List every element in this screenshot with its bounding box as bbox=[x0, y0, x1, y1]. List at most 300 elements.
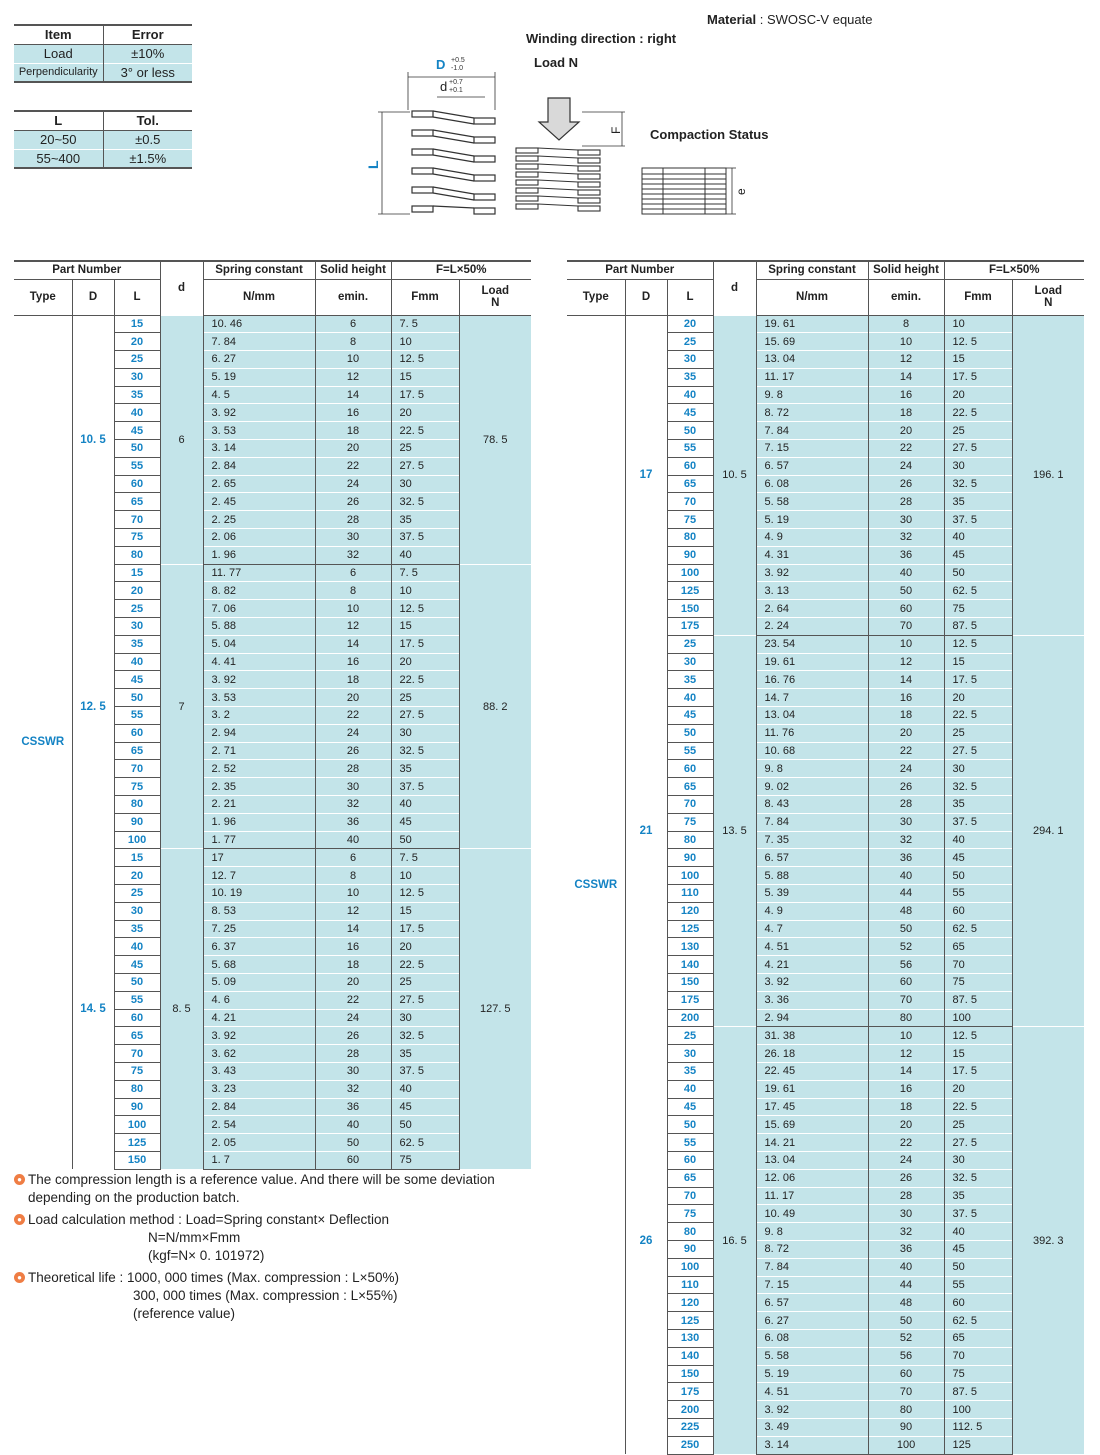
solid-height-cell: 48 bbox=[868, 902, 944, 920]
spring-constant-cell: 5. 58 bbox=[756, 1347, 868, 1365]
length-cell: 110 bbox=[667, 1276, 713, 1294]
spring-constant-cell: 15. 69 bbox=[756, 1116, 868, 1134]
solid-height-cell: 100 bbox=[868, 1436, 944, 1454]
spring-constant-cell: 6. 27 bbox=[756, 1312, 868, 1330]
fmm-cell: 87. 5 bbox=[944, 618, 1012, 636]
spring-constant-cell: 2. 25 bbox=[203, 511, 315, 529]
fmm-cell: 35 bbox=[944, 493, 1012, 511]
material-line: Material : SWOSC-V equate bbox=[707, 12, 873, 27]
length-cell: 250 bbox=[667, 1436, 713, 1454]
length-cell: 140 bbox=[667, 956, 713, 974]
solid-height-cell: 50 bbox=[868, 920, 944, 938]
fmm-cell: 27. 5 bbox=[391, 457, 459, 475]
header-load-unit: N bbox=[1044, 297, 1053, 309]
header-part-number: Part Number bbox=[14, 261, 160, 279]
length-cell: 15 bbox=[114, 315, 160, 333]
spring-constant-cell: 6. 37 bbox=[203, 938, 315, 956]
fmm-cell: 32. 5 bbox=[944, 1169, 1012, 1187]
fmm-cell: 55 bbox=[944, 885, 1012, 903]
solid-height-cell: 26 bbox=[315, 493, 391, 511]
length-cell: 65 bbox=[114, 493, 160, 511]
spring-constant-cell: 3. 53 bbox=[203, 422, 315, 440]
length-cell: 35 bbox=[667, 671, 713, 689]
wire-d-cell: 8. 5 bbox=[160, 849, 203, 1169]
fmm-cell: 22. 5 bbox=[391, 671, 459, 689]
length-cell: 15 bbox=[114, 564, 160, 582]
fmm-cell: 50 bbox=[944, 867, 1012, 885]
spring-constant-cell: 1. 96 bbox=[203, 813, 315, 831]
tolerance-table bbox=[14, 110, 192, 169]
length-cell: 150 bbox=[114, 1151, 160, 1169]
solid-height-cell: 22 bbox=[868, 1134, 944, 1152]
solid-height-cell: 28 bbox=[315, 760, 391, 778]
fmm-cell: 50 bbox=[391, 1116, 459, 1134]
spring-constant-cell: 3. 13 bbox=[756, 582, 868, 600]
header-load-label: Load bbox=[481, 285, 509, 297]
error-table-cell: 3° or less bbox=[103, 63, 192, 82]
length-cell: 25 bbox=[667, 333, 713, 351]
outer-diameter-cell: 12. 5 bbox=[72, 564, 114, 849]
spring-constant-cell: 13. 04 bbox=[756, 1151, 868, 1169]
spring-constant-cell: 3. 36 bbox=[756, 991, 868, 1009]
error-table-header-error: Error bbox=[103, 25, 192, 44]
length-cell: 55 bbox=[114, 457, 160, 475]
spring-constant-cell: 4. 9 bbox=[756, 902, 868, 920]
fmm-cell: 17. 5 bbox=[391, 386, 459, 404]
length-cell: 100 bbox=[667, 1258, 713, 1276]
fmm-cell: 62. 5 bbox=[944, 920, 1012, 938]
spring-constant-cell: 7. 84 bbox=[756, 813, 868, 831]
spring-constant-cell: 11. 76 bbox=[756, 724, 868, 742]
fmm-cell: 55 bbox=[944, 1276, 1012, 1294]
spring-constant-cell: 3. 2 bbox=[203, 707, 315, 725]
header-L: L bbox=[114, 279, 160, 315]
wire-d-cell: 13. 5 bbox=[713, 635, 756, 1027]
solid-height-cell: 30 bbox=[868, 1205, 944, 1223]
header-L: L bbox=[667, 279, 713, 315]
solid-height-cell: 20 bbox=[315, 689, 391, 707]
spring-constant-cell: 4. 31 bbox=[756, 546, 868, 564]
length-cell: 50 bbox=[114, 440, 160, 458]
spring-constant-cell: 4. 51 bbox=[756, 1383, 868, 1401]
solid-height-cell: 6 bbox=[315, 315, 391, 333]
fmm-cell: 75 bbox=[944, 1365, 1012, 1383]
note-marker-icon: ● bbox=[14, 1214, 25, 1225]
note-text: Theoretical life : 1000, 000 times (Max. compression : L×50%) bbox=[28, 1270, 400, 1285]
length-cell: 30 bbox=[667, 351, 713, 369]
length-cell: 45 bbox=[114, 422, 160, 440]
solid-height-cell: 26 bbox=[868, 475, 944, 493]
fmm-cell: 20 bbox=[944, 1080, 1012, 1098]
header-n-mm: N/mm bbox=[756, 279, 868, 315]
fmm-cell: 27. 5 bbox=[944, 742, 1012, 760]
note-text: Load calculation method : Load=Spring constant× Deflection bbox=[28, 1212, 389, 1227]
length-cell: 65 bbox=[667, 1169, 713, 1187]
fmm-cell: 22. 5 bbox=[944, 707, 1012, 725]
header-D: D bbox=[625, 279, 667, 315]
length-cell: 150 bbox=[667, 600, 713, 618]
spring-constant-cell: 5. 88 bbox=[756, 867, 868, 885]
header-fmm: Fmm bbox=[391, 279, 459, 315]
solid-height-cell: 24 bbox=[868, 760, 944, 778]
tol-table-cell: 20~50 bbox=[14, 130, 103, 149]
fmm-cell: 50 bbox=[391, 831, 459, 849]
solid-height-cell: 28 bbox=[868, 1187, 944, 1205]
spring-constant-cell: 5. 68 bbox=[203, 956, 315, 974]
solid-height-cell: 8 bbox=[315, 582, 391, 600]
fmm-cell: 25 bbox=[944, 1116, 1012, 1134]
solid-height-cell: 10 bbox=[315, 885, 391, 903]
length-cell: 60 bbox=[114, 1009, 160, 1027]
fmm-cell: 125 bbox=[944, 1436, 1012, 1454]
fmm-cell: 100 bbox=[944, 1009, 1012, 1027]
outer-diameter-cell: 10. 5 bbox=[72, 315, 114, 564]
solid-height-cell: 10 bbox=[868, 1027, 944, 1045]
solid-height-cell: 40 bbox=[868, 1258, 944, 1276]
length-cell: 35 bbox=[114, 920, 160, 938]
solid-height-cell: 40 bbox=[315, 1116, 391, 1134]
solid-height-cell: 22 bbox=[315, 991, 391, 1009]
length-cell: 50 bbox=[667, 724, 713, 742]
spring-constant-cell: 19. 61 bbox=[756, 315, 868, 333]
length-cell: 40 bbox=[114, 653, 160, 671]
length-cell: 60 bbox=[667, 1151, 713, 1169]
length-cell: 60 bbox=[667, 457, 713, 475]
type-cell: CSSWR bbox=[567, 315, 625, 1454]
solid-height-cell: 70 bbox=[868, 618, 944, 636]
length-cell: 30 bbox=[667, 1045, 713, 1063]
fmm-cell: 40 bbox=[391, 796, 459, 814]
solid-height-cell: 32 bbox=[868, 529, 944, 547]
fmm-cell: 37. 5 bbox=[391, 529, 459, 547]
spring-constant-cell: 3. 14 bbox=[203, 440, 315, 458]
header-load-label: Load bbox=[1034, 285, 1062, 297]
length-cell: 35 bbox=[667, 368, 713, 386]
fmm-cell: 75 bbox=[944, 973, 1012, 991]
spring-constant-cell: 2. 64 bbox=[756, 600, 868, 618]
type-cell: CSSWR bbox=[14, 315, 72, 1169]
fmm-cell: 35 bbox=[391, 760, 459, 778]
length-cell: 35 bbox=[114, 386, 160, 404]
header-emin: emin. bbox=[868, 279, 944, 315]
wire-d-cell: 7 bbox=[160, 564, 203, 849]
spring-constant-cell: 4. 51 bbox=[756, 938, 868, 956]
error-table bbox=[14, 24, 192, 83]
spring-constant-cell: 9. 8 bbox=[756, 760, 868, 778]
diagram-D-tol-bot: -1.0 bbox=[451, 65, 464, 72]
length-cell: 110 bbox=[667, 885, 713, 903]
fmm-cell: 12. 5 bbox=[944, 333, 1012, 351]
solid-height-cell: 24 bbox=[868, 1151, 944, 1169]
spring-constant-cell: 8. 72 bbox=[756, 404, 868, 422]
fmm-cell: 40 bbox=[944, 529, 1012, 547]
length-cell: 50 bbox=[667, 422, 713, 440]
spring-constant-cell: 14. 21 bbox=[756, 1134, 868, 1152]
spring-constant-cell: 2. 54 bbox=[203, 1116, 315, 1134]
solid-height-cell: 26 bbox=[315, 742, 391, 760]
length-cell: 100 bbox=[114, 1116, 160, 1134]
fmm-cell: 62. 5 bbox=[944, 1312, 1012, 1330]
spring-constant-cell: 7. 84 bbox=[756, 1258, 868, 1276]
fmm-cell: 10 bbox=[391, 333, 459, 351]
header-emin: emin. bbox=[315, 279, 391, 315]
spring-constant-cell: 11. 77 bbox=[203, 564, 315, 582]
solid-height-cell: 48 bbox=[868, 1294, 944, 1312]
solid-height-cell: 12 bbox=[868, 1045, 944, 1063]
length-cell: 80 bbox=[667, 529, 713, 547]
spring-constant-cell: 10. 49 bbox=[756, 1205, 868, 1223]
spring-constant-cell: 3. 53 bbox=[203, 689, 315, 707]
spring-constant-cell: 5. 39 bbox=[756, 885, 868, 903]
fmm-cell: 12. 5 bbox=[391, 885, 459, 903]
length-cell: 90 bbox=[114, 813, 160, 831]
header-D: D bbox=[72, 279, 114, 315]
load-cell: 392. 3 bbox=[1012, 1027, 1084, 1454]
spring-constant-cell: 6. 57 bbox=[756, 1294, 868, 1312]
solid-height-cell: 30 bbox=[315, 529, 391, 547]
fmm-cell: 32. 5 bbox=[944, 475, 1012, 493]
diagram-L-label: L bbox=[365, 160, 381, 169]
length-cell: 35 bbox=[667, 1062, 713, 1080]
fmm-cell: 15 bbox=[944, 653, 1012, 671]
fmm-cell: 45 bbox=[391, 813, 459, 831]
spring-constant-cell: 7. 84 bbox=[203, 333, 315, 351]
length-cell: 150 bbox=[667, 1365, 713, 1383]
fmm-cell: 37. 5 bbox=[944, 511, 1012, 529]
solid-height-cell: 20 bbox=[868, 1116, 944, 1134]
fmm-cell: 32. 5 bbox=[391, 1027, 459, 1045]
spring-constant-cell: 7. 15 bbox=[756, 1276, 868, 1294]
fmm-cell: 35 bbox=[391, 1045, 459, 1063]
length-cell: 25 bbox=[667, 635, 713, 653]
load-cell: 127. 5 bbox=[459, 849, 531, 1169]
length-cell: 55 bbox=[114, 707, 160, 725]
length-cell: 30 bbox=[667, 653, 713, 671]
fmm-cell: 35 bbox=[944, 1187, 1012, 1205]
solid-height-cell: 32 bbox=[315, 1080, 391, 1098]
length-cell: 15 bbox=[114, 849, 160, 867]
fmm-cell: 40 bbox=[391, 1080, 459, 1098]
note-text: N=N/mm×Fmm bbox=[148, 1230, 241, 1245]
fmm-cell: 87. 5 bbox=[944, 1383, 1012, 1401]
length-cell: 70 bbox=[667, 1187, 713, 1205]
solid-spring-icon bbox=[642, 168, 726, 214]
fmm-cell: 10 bbox=[391, 582, 459, 600]
length-cell: 200 bbox=[667, 1009, 713, 1027]
length-cell: 45 bbox=[114, 671, 160, 689]
solid-height-cell: 18 bbox=[315, 671, 391, 689]
spring-constant-cell: 5. 88 bbox=[203, 618, 315, 636]
length-cell: 225 bbox=[667, 1418, 713, 1436]
solid-height-cell: 16 bbox=[315, 653, 391, 671]
length-cell: 55 bbox=[114, 991, 160, 1009]
solid-height-cell: 36 bbox=[868, 1240, 944, 1258]
fmm-cell: 37. 5 bbox=[391, 778, 459, 796]
spring-constant-cell: 2. 84 bbox=[203, 1098, 315, 1116]
spring-constant-cell: 4. 41 bbox=[203, 653, 315, 671]
fmm-cell: 62. 5 bbox=[944, 582, 1012, 600]
spring-constant-cell: 3. 23 bbox=[203, 1080, 315, 1098]
outer-diameter-cell: 17 bbox=[625, 315, 667, 635]
length-cell: 175 bbox=[667, 618, 713, 636]
compaction-status-label: Compaction Status bbox=[650, 127, 769, 142]
solid-height-cell: 10 bbox=[868, 635, 944, 653]
fmm-cell: 17. 5 bbox=[391, 920, 459, 938]
outer-diameter-cell: 21 bbox=[625, 635, 667, 1027]
fmm-cell: 20 bbox=[391, 404, 459, 422]
length-cell: 40 bbox=[114, 938, 160, 956]
length-cell: 90 bbox=[667, 546, 713, 564]
fmm-cell: 10 bbox=[944, 315, 1012, 333]
spring-constant-cell: 1. 96 bbox=[203, 546, 315, 564]
spring-constant-cell: 19. 61 bbox=[756, 1080, 868, 1098]
fmm-cell: 75 bbox=[391, 1151, 459, 1169]
fmm-cell: 87. 5 bbox=[944, 991, 1012, 1009]
length-cell: 25 bbox=[114, 885, 160, 903]
spring-constant-cell: 19. 61 bbox=[756, 653, 868, 671]
solid-height-cell: 12 bbox=[868, 653, 944, 671]
length-cell: 140 bbox=[667, 1347, 713, 1365]
spring-constant-cell: 2. 94 bbox=[756, 1009, 868, 1027]
length-cell: 90 bbox=[667, 1240, 713, 1258]
table-row bbox=[14, 849, 531, 867]
fmm-cell: 17. 5 bbox=[944, 368, 1012, 386]
fmm-cell: 17. 5 bbox=[944, 1062, 1012, 1080]
solid-height-cell: 12 bbox=[315, 618, 391, 636]
length-cell: 65 bbox=[667, 475, 713, 493]
length-cell: 25 bbox=[667, 1027, 713, 1045]
spring-constant-cell: 8. 72 bbox=[756, 1240, 868, 1258]
spring-constant-cell: 23. 54 bbox=[756, 635, 868, 653]
tol-table-cell: ±1.5% bbox=[103, 149, 192, 168]
length-cell: 45 bbox=[667, 707, 713, 725]
spring-constant-cell: 2. 21 bbox=[203, 796, 315, 814]
header-f-group: F=L×50% bbox=[391, 261, 531, 279]
fmm-cell: 12. 5 bbox=[391, 351, 459, 369]
solid-height-cell: 10 bbox=[868, 333, 944, 351]
diagram-e-label: e bbox=[734, 188, 748, 195]
spring-constant-cell: 9. 02 bbox=[756, 778, 868, 796]
solid-height-cell: 60 bbox=[868, 1365, 944, 1383]
fmm-cell: 25 bbox=[391, 973, 459, 991]
fmm-cell: 30 bbox=[391, 724, 459, 742]
fmm-cell: 27. 5 bbox=[391, 991, 459, 1009]
length-cell: 30 bbox=[114, 902, 160, 920]
length-cell: 20 bbox=[114, 333, 160, 351]
fmm-cell: 25 bbox=[391, 440, 459, 458]
solid-height-cell: 32 bbox=[315, 796, 391, 814]
spring-constant-cell: 10. 68 bbox=[756, 742, 868, 760]
length-cell: 70 bbox=[667, 493, 713, 511]
solid-height-cell: 52 bbox=[868, 938, 944, 956]
solid-height-cell: 8 bbox=[868, 315, 944, 333]
spring-constant-cell: 13. 04 bbox=[756, 351, 868, 369]
fmm-cell: 60 bbox=[944, 1294, 1012, 1312]
spring-constant-cell: 3. 92 bbox=[203, 1027, 315, 1045]
solid-height-cell: 80 bbox=[868, 1009, 944, 1027]
solid-height-cell: 40 bbox=[315, 831, 391, 849]
spring-constant-cell: 11. 17 bbox=[756, 368, 868, 386]
fmm-cell: 45 bbox=[391, 1098, 459, 1116]
length-cell: 50 bbox=[114, 689, 160, 707]
header-type: Type bbox=[14, 279, 72, 315]
length-cell: 40 bbox=[667, 689, 713, 707]
spring-constant-cell: 3. 43 bbox=[203, 1062, 315, 1080]
solid-height-cell: 52 bbox=[868, 1329, 944, 1347]
note-text: (kgf=N× 0. 101972) bbox=[148, 1248, 265, 1263]
fmm-cell: 62. 5 bbox=[391, 1134, 459, 1152]
error-table-cell: Load bbox=[14, 44, 103, 63]
solid-height-cell: 56 bbox=[868, 956, 944, 974]
length-cell: 175 bbox=[667, 991, 713, 1009]
length-cell: 60 bbox=[667, 760, 713, 778]
length-cell: 80 bbox=[114, 1080, 160, 1098]
outer-diameter-cell: 14. 5 bbox=[72, 849, 114, 1169]
fmm-cell: 50 bbox=[944, 564, 1012, 582]
length-cell: 20 bbox=[114, 867, 160, 885]
solid-height-cell: 24 bbox=[315, 724, 391, 742]
spring-constant-cell: 3. 14 bbox=[756, 1436, 868, 1454]
fmm-cell: 45 bbox=[944, 849, 1012, 867]
fmm-cell: 30 bbox=[391, 475, 459, 493]
solid-height-cell: 30 bbox=[315, 1062, 391, 1080]
header-d: d bbox=[713, 261, 756, 315]
fmm-cell: 22. 5 bbox=[391, 422, 459, 440]
fmm-cell: 20 bbox=[391, 653, 459, 671]
fmm-cell: 30 bbox=[944, 457, 1012, 475]
fmm-cell: 7. 5 bbox=[391, 564, 459, 582]
spring-constant-cell: 3. 92 bbox=[756, 564, 868, 582]
length-cell: 60 bbox=[114, 724, 160, 742]
fmm-cell: 35 bbox=[391, 511, 459, 529]
solid-height-cell: 26 bbox=[868, 1169, 944, 1187]
solid-height-cell: 22 bbox=[868, 440, 944, 458]
spring-constant-cell: 2. 06 bbox=[203, 529, 315, 547]
spring-constant-cell: 2. 35 bbox=[203, 778, 315, 796]
solid-height-cell: 30 bbox=[868, 511, 944, 529]
solid-height-cell: 60 bbox=[315, 1151, 391, 1169]
fmm-cell: 45 bbox=[944, 546, 1012, 564]
length-cell: 125 bbox=[667, 920, 713, 938]
header-f-group: F=L×50% bbox=[944, 261, 1084, 279]
spring-constant-cell: 9. 8 bbox=[756, 386, 868, 404]
load-arrow-icon bbox=[539, 98, 579, 140]
diagram-F-label: F bbox=[609, 126, 623, 134]
fmm-cell: 17. 5 bbox=[391, 635, 459, 653]
solid-height-cell: 22 bbox=[315, 457, 391, 475]
length-cell: 75 bbox=[667, 511, 713, 529]
length-cell: 80 bbox=[114, 546, 160, 564]
length-cell: 50 bbox=[667, 1116, 713, 1134]
length-cell: 200 bbox=[667, 1401, 713, 1419]
solid-height-cell: 6 bbox=[315, 564, 391, 582]
solid-height-cell: 50 bbox=[868, 1312, 944, 1330]
tol-table-header-tol: Tol. bbox=[103, 111, 192, 130]
solid-height-cell: 14 bbox=[315, 920, 391, 938]
solid-height-cell: 20 bbox=[315, 973, 391, 991]
solid-height-cell: 30 bbox=[868, 813, 944, 831]
fmm-cell: 40 bbox=[944, 831, 1012, 849]
solid-height-cell: 50 bbox=[315, 1134, 391, 1152]
spring-constant-cell: 4. 7 bbox=[756, 920, 868, 938]
material-value: SWOSC-V equate bbox=[766, 12, 873, 27]
header-d: d bbox=[160, 261, 203, 315]
spring-constant-cell: 2. 05 bbox=[203, 1134, 315, 1152]
spring-constant-cell: 2. 71 bbox=[203, 742, 315, 760]
solid-height-cell: 36 bbox=[315, 813, 391, 831]
spring-constant-cell: 2. 45 bbox=[203, 493, 315, 511]
compressed-spring-icon bbox=[516, 148, 600, 211]
